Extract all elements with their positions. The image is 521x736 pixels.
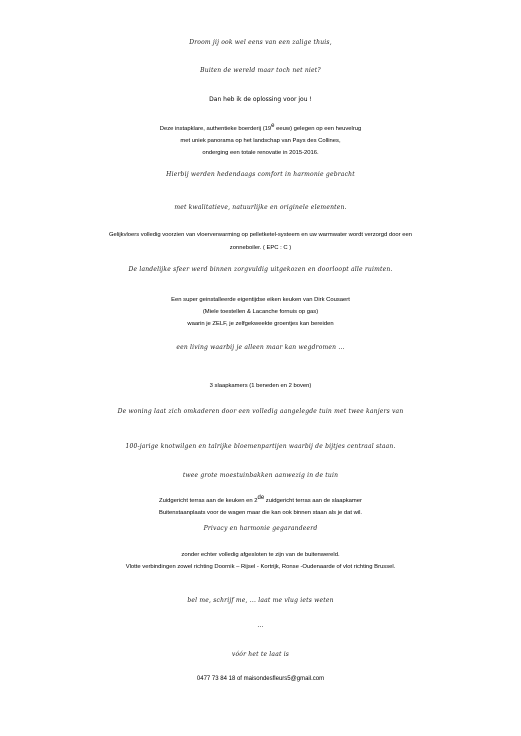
comfort-line-2: met kwalitatieve, natuurlijke en originele elementen. (174, 204, 347, 211)
garden-line-2: 100-jarige knotwilgen en talrijke bloemenpartijen waarbij de bijtjes centraal staan. (125, 443, 396, 450)
description-line-3: onderging een totale renovatie in 2015-2016. (202, 150, 319, 156)
garden-line-1: De woning laat zich omkaderen door een volledig aangelegde tuin met twee kanjers van (117, 408, 404, 415)
privacy-line: Privacy en harmonie gegarandeerd (203, 525, 318, 532)
intro-line-2: Buiten de wereld maar toch net niet? (200, 67, 321, 74)
description-line-2: met uniek panorama op het landschap van Pays des Collines, (180, 138, 341, 144)
comfort-line-1: Hierbij werden hedendaags comfort in harmonie gebracht (166, 171, 355, 178)
garden-line-3: twee grote moestuinbakken aanwezig in de tuin (182, 472, 339, 479)
closing-dots: ... (257, 622, 264, 629)
intro-line-1: Droom jij ook wel eens van een zalige thuis, (189, 39, 332, 46)
parking-line: Buitenstaanplaats voor de wagen maar die kan ook binnen staan als je dat wil. (158, 510, 363, 516)
kitchen-line-3: waarin je ZELF, je zelfgekweekte groentjes kan bereiden (187, 321, 334, 327)
comfort-detail-1: Gelijkvloers volledig voorzien van vloerverwarming op pelletketel-systeem en uw warmwater wordt verzorgd door een (108, 232, 413, 238)
bedrooms-line: 3 slaapkamers (1 beneden en 2 boven) (209, 383, 312, 389)
description-line-1: Deze instapklare, authentieke boerderij (19e eeuw) gelegen op een heuvelrug (159, 123, 362, 132)
kitchen-line-2: (Miele toestellen & Lacanche fornuis op gas) (202, 309, 319, 315)
terras-line: Zuidgericht terras aan de keuken en 2de zuidgericht terras aan de slaapkamer (159, 495, 362, 504)
atmosphere-line: De landelijke sfeer werd binnen zorgvuldig uitgekozen en doorloopt alle ruimten. (128, 266, 393, 273)
contact-line: 0477 73 84 18 of maisondesfleurs5@gmail.com (196, 676, 325, 682)
solution-line: Dan heb ik de oplossing voor jou ! (209, 96, 312, 103)
living-line: een living waarbij je alleen maar kan wegdromen ... (176, 344, 345, 351)
comfort-detail-2: zonneboiler. ( EPC : C ) (229, 245, 292, 251)
kitchen-line-1: Een super geinstalleerde eigentijdse eiken keuken van Dirk Cousaert (171, 297, 350, 303)
privacy-detail-2: Vlotte verbindingen zowel richting Doornik – Rijsel - Kortrijk, Ronse -Oudenaarde of vlot richting Brussel. (125, 564, 396, 570)
closing-line-2: vóór het te laat is (231, 651, 290, 658)
privacy-detail-1: zonder echter volledig afgesloten te zijn van de buitenwereld. (181, 552, 340, 558)
closing-line-1: bel me, schrijf me, ... laat me vlug iets weten (187, 597, 334, 604)
